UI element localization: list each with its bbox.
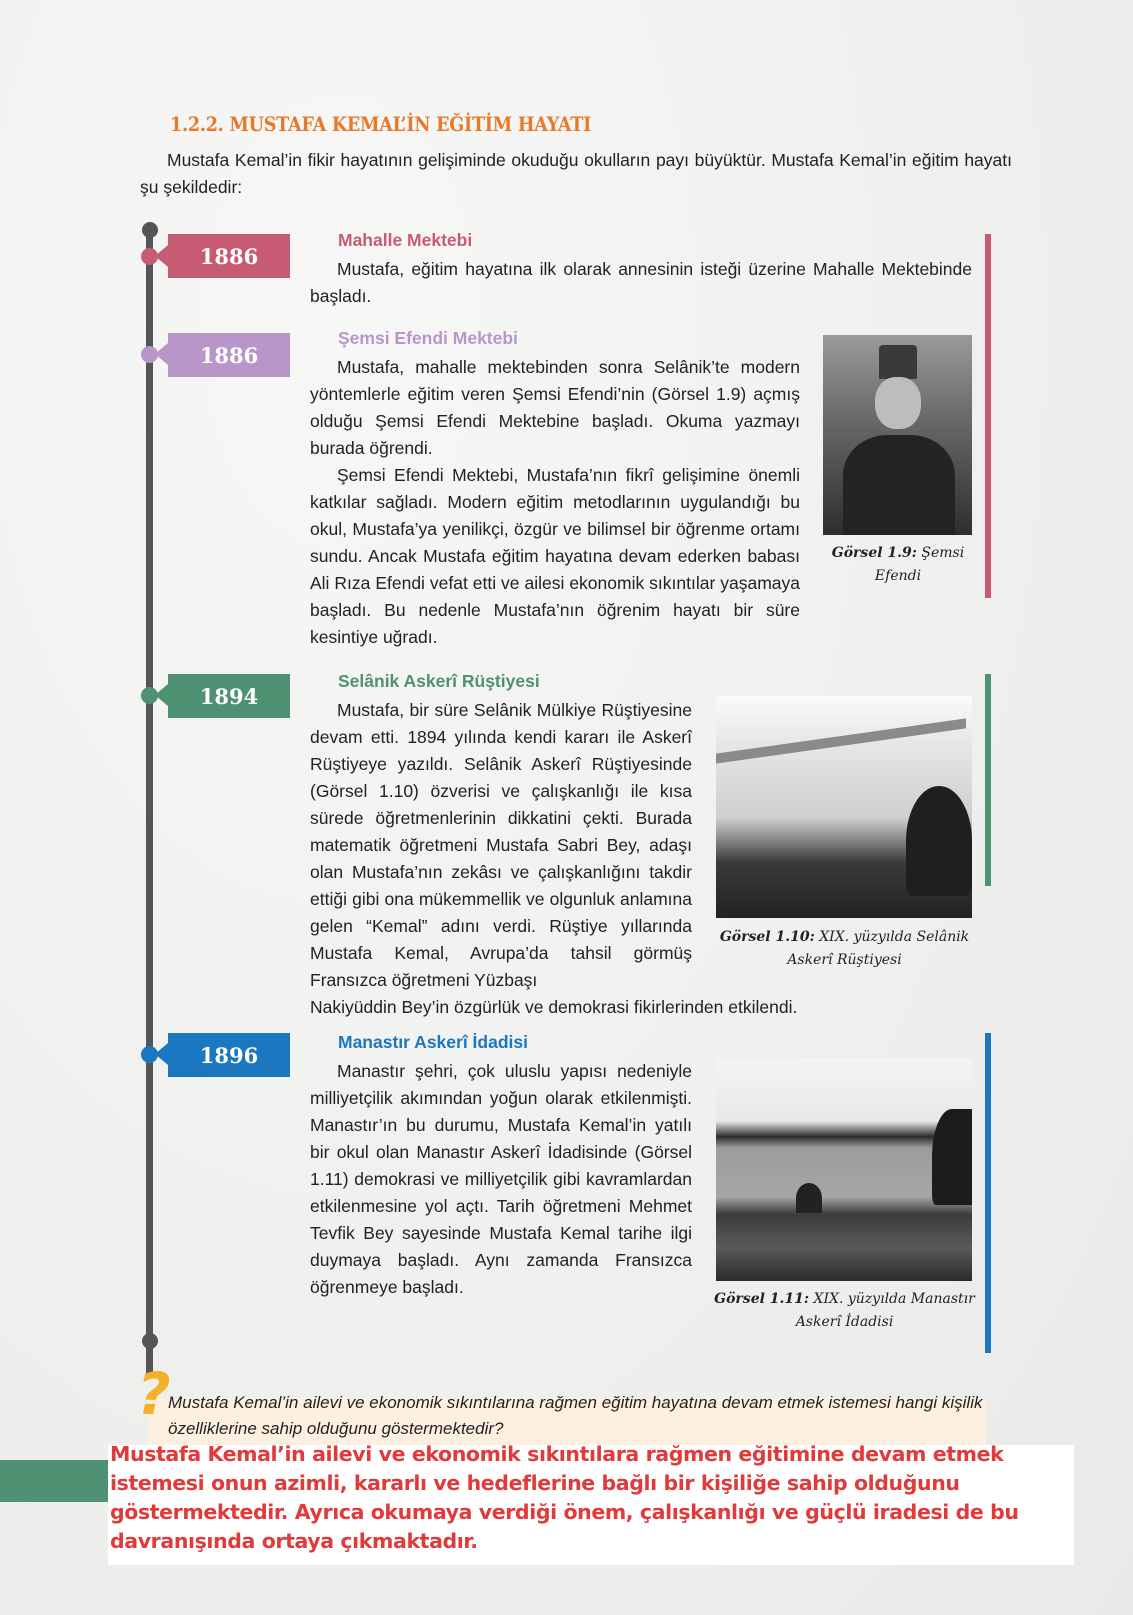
section-title-mahalle: Mahalle Mektebi (338, 230, 473, 250)
paragraph-mahalle: Mustafa, eğitim hayatına ilk olarak annesinin isteği üzerine Mahalle Mektebinde başladı. (310, 259, 972, 306)
paragraph-manastir: Manastır şehri, çok uluslu yapısı nedeniyle milliyetçilik akımından yoğun olarak etkilenmişti. Manastır’ın bu durumu, Mustafa Kemal’in yatılı bir okul olan Manastır Askerî İdadisinde (Görsel 1.11) demokrasi ve milliyetçilik gibi kavramlardan etkilenmesine yol açtı. Tarih öğretmeni Mehmet Tevfik Bey sayesinde Mustafa Kemal tarihe ilgi duymaya başladı. Aynı zamanda Fransızca öğrenmeye başladı. (310, 1061, 692, 1297)
year-arrow-icon (155, 343, 168, 365)
photo-selanik-rustiyesi (716, 696, 972, 918)
fez-shape (879, 345, 917, 379)
section-heading: 1.2.2. MUSTAFA KEMAL’İN EĞİTİM HAYATI (170, 112, 592, 136)
caption-text: XIX. yüzyılda Manastır Askerî İdadisi (795, 1291, 975, 1330)
timeline-line (146, 232, 153, 1377)
intro-paragraph: Mustafa Kemal’in fikir hayatının gelişiminde okuduğu okulların payı büyüktür. Mustafa Kemal’in eğitim hayatı şu şekildedir: (140, 150, 1012, 197)
caption-text: Şemsi Efendi (874, 545, 965, 584)
photo-manastir-idadisi (716, 1059, 972, 1281)
face-shape (875, 377, 921, 429)
side-bar-selanik (985, 674, 991, 886)
side-bar-manastir (985, 1033, 991, 1353)
tree-shape (906, 786, 972, 896)
year-arrow-icon (155, 1043, 168, 1065)
section-title-semsi: Şemsi Efendi Mektebi (338, 328, 518, 348)
question-text: Mustafa Kemal’in ailevi ve ekonomik sıkıntılarına rağmen eğitim hayatına devam etmek istemesi hangi kişilik özelliklerine sahip olduğunu göstermektedir? (168, 1393, 983, 1438)
caption-label: Görsel 1.10: (719, 929, 815, 945)
caption-text: XIX. yüzyılda Selânik Askerî Rüştiyesi (787, 929, 970, 968)
tree-shape (932, 1109, 972, 1205)
paragraph-semsi-1: Mustafa, mahalle mektebinden sonra Selânik’te modern yöntemlerle eğitim veren Şemsi Efendi’nin (Görsel 1.9) açmış olduğu Şemsi Efendi Mektebine başladı. Okuma yazmayı burada öğrendi. (310, 357, 800, 458)
caption-label: Görsel 1.9: (831, 545, 917, 561)
paragraph-semsi-2: Şemsi Efendi Mektebi, Mustafa’nın fikrî gelişimine önemli katkılar sağladı. Modern eğitim metodlarının uygulandığı bu okul, Mustafa’ya yenilikçi, özgür ve bilimsel bir öğrenme ortamı sundu. Ancak Mustafa eğitim hayatına devam ederken babası Ali Rıza Efendi vefat etti ve ailesi ekonomik sıkıntılar yaşamaya başladı. Bu nedenle Mustafa’nın öğrenim hayatı bir süre kesintiye uğradı. (310, 465, 800, 647)
year-arrow-icon (155, 245, 168, 267)
year-badge-1896: 1896 (168, 1033, 290, 1077)
caption-gorsel-1-10 (712, 926, 977, 972)
year-badge-1894: 1894 (168, 674, 290, 718)
timeline-start-cap (142, 222, 158, 238)
paragraph-selanik-2: Nakiyüddin Bey’in özgürlük ve demokrasi fikirlerinden etkilendi. (310, 997, 798, 1017)
photo-semsi-efendi (823, 335, 972, 535)
body-shape (843, 435, 955, 535)
section-title-manastir: Manastır Askerî İdadisi (338, 1032, 528, 1052)
year-badge-1886-semsi: 1886 (168, 333, 290, 377)
door-shape (796, 1183, 822, 1213)
paragraph-selanik-1: Mustafa, bir süre Selânik Mülkiye Rüştiyesine devam etti. 1894 yılında kendi kararı ile Askerî Rüştiyeye yazıldı. Selânik Askerî Rüştiyesinde (Görsel 1.10) özverisi ve çalışkanlığı ile kısa sürede öğretmenlerinin dikkatini çekti. Burada matematik öğretmeni Mustafa Sabri Bey, adaşı olan Mustafa’nın zekâsı ve çalışkanlığını takdir ettiği gibi ona mükemmellik ve olgunluk anlamına gelen “Kemal” adını verdi. Rüştiye yıllarında Mustafa Kemal, Avrupa’da tahsil görmüş Fransızca öğretmeni Yüzbaşı (310, 700, 692, 990)
section-title-selanik: Selânik Askerî Rüştiyesi (338, 671, 540, 691)
caption-label: Görsel 1.11: (714, 1291, 810, 1307)
caption-gorsel-1-9 (822, 542, 974, 588)
year-badge-1886-mahalle: 1886 (168, 234, 290, 278)
question-mark-icon: ? (137, 1360, 171, 1428)
caption-gorsel-1-11 (712, 1288, 977, 1334)
side-bar-mahalle-semsi (985, 234, 991, 598)
roof-line (716, 718, 966, 763)
year-arrow-icon (155, 684, 168, 706)
page-edge-strip (0, 1460, 108, 1502)
answer-text: Mustafa Kemal’in ailevi ve ekonomik sıkıntılara rağmen eğitimine devam etmek istemesi onun azimli, kararlı ve hedeflerine bağlı bir kişiliğe sahip olduğunu göstermektedir. Ayrıca okumaya verdiği önem, çalışkanlığı ve güçlü iradesi de bu davranışında ortaya çıkmaktadır. (110, 1442, 1019, 1553)
timeline-end-cap (142, 1333, 158, 1349)
